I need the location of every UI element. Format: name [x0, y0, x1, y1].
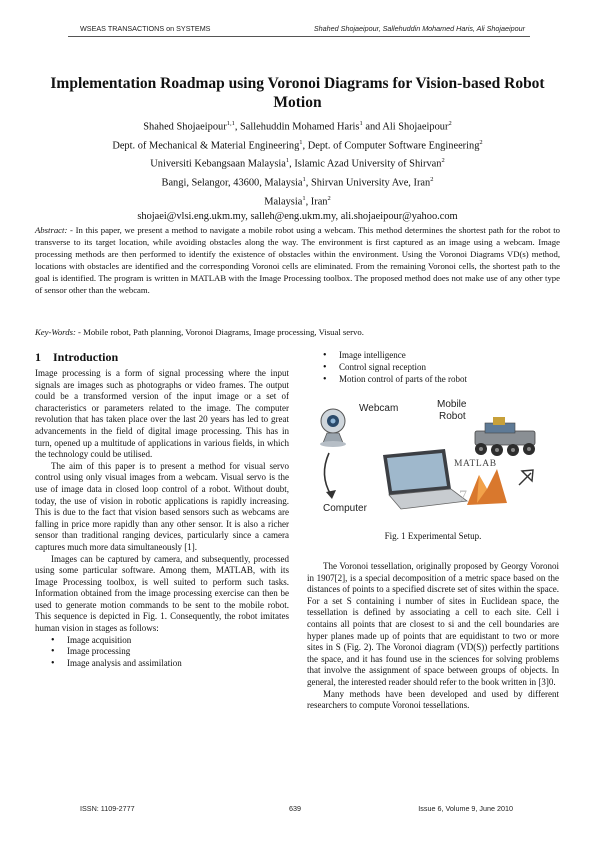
figure-label-computer: Computer: [323, 503, 367, 515]
header-rule: [68, 36, 530, 37]
intro-paragraph-1: Image processing is a form of signal processing where the input signals are images such as photographs or video frames. The output could be a transformed version of the input image or a set of characteristics or parameters related to the image. The computer revolution that has taken place over the last 20 years has led to great advancements in the field of digital image processing. This has in turn, opened up a multitude of applications in various fields, in which the technology could be utilised.: [35, 368, 289, 460]
figure-caption: Fig. 1 Experimental Setup.: [384, 531, 482, 542]
stage-list-right: [307, 350, 559, 385]
figure-illustration: [309, 397, 559, 519]
abstract: [35, 224, 560, 296]
webcam-icon: [320, 409, 346, 447]
figure-experimental-setup: [309, 397, 559, 519]
author-universities: Universiti Kebangsaan Malaysia$^1$, Islamic Azad University of Shirvan$^2$: [150, 157, 445, 170]
footer-page-number: 639: [289, 804, 301, 813]
footer-issn: ISSN: 1109-2777: [80, 804, 135, 813]
author-block: [40, 116, 555, 225]
section-number: 1: [35, 350, 41, 364]
list-item: • Image intelligence: [339, 350, 559, 362]
intro-paragraph-2: The aim of this paper is to present a method for visual servo control using only visual images from a webcam. Visual servo is the use of image data in closed loop control of a robot. Without doubt, today, the use of vision in robotic applications is rapidly increasing. This is due to the fact that vision based sensors such as webcams are falling in price more rapidly than any other sensor. It is also a richer sensor than traditional ranging devices, particularly since a camera captures much more data simultaneously [1].: [35, 460, 289, 552]
section-title: Introduction: [53, 350, 119, 364]
author-names: Shahed Shojaeipour$^{1,1}$, Sallehuddin Mohamed Haris$^1$ and Ali Shojaeipour$^2$: [143, 120, 452, 133]
list-item: • Image acquisition: [67, 635, 289, 647]
intro-paragraph-3: Images can be captured by camera, and subsequently, processed using some particular software. Among them, MATLAB, with its Image Processing toolbox, is well suited to perform such tasks. Information obtained from the image processing exercise can then be used to generate motion commands to be sent to the mobile robot. This sequence is depicted in Fig. 1. Consequently, the robot imitates human vision in stages as follows:: [35, 553, 289, 634]
abstract-text: - In this paper, we present a method to navigate a mobile robot using a webcam. This method determines the shortest path for the robot to transverse to its target location, while avoiding obstacles along the way. The environment is first captured as an image using a webcam. Image processing methods are then performed to identify the existence of obstacles within the environment. Using the Voronoi Diagrams VD(s) method, locations with obstacles are identified and the corresponding Voronoi cells are eliminated. From the remaining Voronoi cells, the shortest path to the goal is identified. The program is written in MATLAB with the Image Processing toolbox. The proposed method does not make use of any other type of sensor other than the webcam.: [35, 225, 560, 295]
author-addresses: Bangi, Selangor, 43600, Malaysia$^1$, Shirvan University Ave, Iran$^2$: [161, 176, 434, 189]
keywords-label: Key-Words:: [35, 327, 76, 337]
voronoi-paragraph-1: The Voronoi tessellation, originally proposed by Georgy Voronoi in 1907[2], is a special decomposition of a metric space based on the distances of points to a specified discrete set of sites within the space. For a set S containing i number of sites in Euclidean space, the tessellation is defined by associating a cell to each site. Cell i contains all points that are closest to si and the cell boundaries are hyper planes made up of points that are equidistant to two or more sites in S (Fig. 2). The Voronoi diagram (VD(S)) perfectly partitions the space, and it has found use in the sciences for solving problems that involve the assignment of space between groups of objects. In general, the interested reader should refer to the book written in [3]0.: [307, 560, 559, 687]
footer-issue: Issue 6, Volume 9, June 2010: [418, 804, 513, 813]
keywords: [35, 326, 560, 338]
figure-label-webcam: Webcam: [359, 403, 399, 415]
mobile-robot-icon: [475, 417, 535, 456]
paper-title: Implementation Roadmap using Voronoi Diagrams for Vision-based Robot Motion: [50, 75, 545, 111]
list-item: • Control signal reception: [339, 362, 559, 374]
computer-icon: [383, 449, 467, 509]
figure-label-matlab: MATLAB: [454, 459, 497, 470]
author-countries: Malaysia$^1$, Iran$^2$: [264, 194, 331, 208]
voronoi-paragraph-2: Many methods have been developed and used by different researchers to compute Voronoi tessellations.: [307, 688, 559, 711]
matlab-logo: [459, 469, 507, 505]
left-column: [35, 350, 289, 670]
arrow-webcam-to-computer: [324, 453, 331, 495]
running-header-authors: Shahed Shojaeipour, Sallehuddin Mohamed Haris, Ali Shojaeipour: [313, 24, 525, 33]
list-item: • Image processing: [67, 646, 289, 658]
svg-text:7: 7: [459, 488, 467, 506]
running-header-journal: WSEAS TRANSACTIONS on SYSTEMS: [80, 24, 211, 33]
figure-label-robot-line1: Mobile: [437, 399, 467, 411]
abstract-label: Abstract:: [35, 225, 68, 235]
stage-list-left: [35, 635, 289, 670]
section-heading-introduction: [35, 350, 289, 365]
author-departments: Dept. of Mechanical & Material Engineering$^1$, Dept. of Computer Software Engineering$^2$: [112, 138, 483, 152]
list-item: • Motion control of parts of the robot: [339, 374, 559, 386]
list-item: • Image analysis and assimilation: [67, 658, 289, 670]
author-emails[interactable]: shojaei@vlsi.eng.ukm.my, salleh@eng.ukm.my, ali.shojaeipour@yahoo.com: [137, 211, 458, 223]
figure-label-robot-line2: Robot: [439, 411, 466, 423]
keywords-text: - Mobile robot, Path planning, Voronoi Diagrams, Image processing, Visual servo.: [75, 327, 364, 337]
right-column: [307, 350, 559, 712]
